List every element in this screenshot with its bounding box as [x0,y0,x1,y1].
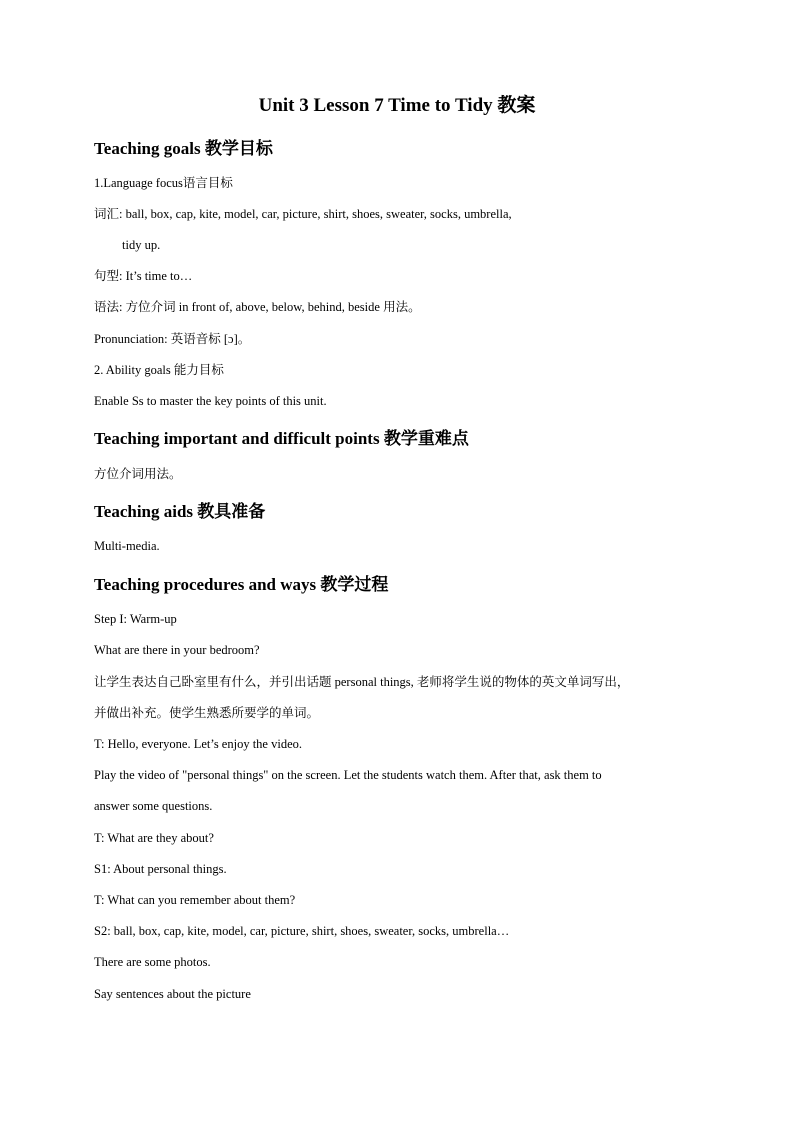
heading-important-points: Teaching important and difficult points 教学重难点 [94,429,469,448]
paragraph-line: Say sentences about the picture [94,987,251,1001]
paragraph-line: 2. Ability goals 能力目标 [94,363,224,377]
paragraph-line: T: What are they about? [94,831,214,845]
paragraph-line: 并做出补充。使学生熟悉所要学的单词。 [94,706,320,720]
paragraph-line: Play the video of "personal things" on the screen. Let the students watch them. After that, ask them to [94,768,602,782]
paragraph-line: S2: ball, box, cap, kite, model, car, picture, shirt, shoes, sweater, socks, umbrella… [94,924,510,938]
heading-teaching-goals: Teaching goals 教学目标 [94,139,273,158]
paragraph-line: T: What can you remember about them? [94,893,296,907]
paragraph-line: 句型: It’s time to… [94,269,193,283]
paragraph-line: Enable Ss to master the key points of this unit. [94,394,327,408]
paragraph-line: 1.Language focus语言目标 [94,176,233,190]
paragraph-line: tidy up. [122,238,161,252]
paragraph-line: T: Hello, everyone. Let’s enjoy the video. [94,737,302,751]
document-title: Unit 3 Lesson 7 Time to Tidy 教案 [258,95,536,116]
paragraph-line: There are some photos. [94,955,211,969]
heading-teaching-aids: Teaching aids 教具准备 [94,502,266,521]
paragraph-line: 让学生表达自己卧室里有什么，并引出话题 personal things, 老师将学生说的物体的英文单词写出， [94,675,630,689]
paragraph-line: Pronunciation: 英语音标 [ɔ]。 [94,332,251,346]
paragraph-line: Multi-media. [94,539,160,553]
paragraph-line: 词汇: ball, box, cap, kite, model, car, picture, shirt, shoes, sweater, socks, umbrella, [94,207,512,221]
heading-teaching-procedures: Teaching procedures and ways 教学过程 [94,575,389,594]
paragraph-line: 语法: 方位介词 in front of, above, below, behind, beside 用法。 [94,300,421,314]
paragraph-line: Step I: Warm-up [94,612,177,626]
paragraph-line: What are there in your bedroom? [94,643,260,657]
paragraph-line: S1: About personal things. [94,862,227,876]
paragraph-line: 方位介词用法。 [94,467,182,481]
paragraph-line: answer some questions. [94,799,213,813]
